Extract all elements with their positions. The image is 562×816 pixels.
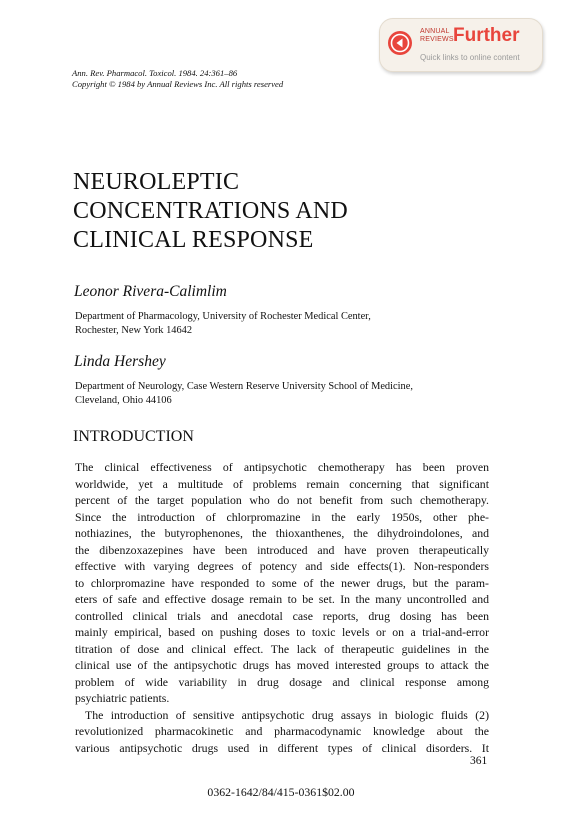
body-line: Since the introduction of chlorpromazine in the early 1950s, other phe- — [75, 509, 489, 524]
author-affiliation: Department of Pharmacology, University of Rochester Medical Center, Rochester, New York 14642 — [75, 311, 371, 336]
title-line: NEUROLEPTIC — [73, 169, 240, 195]
title-line: CLINICAL RESPONSE — [73, 227, 314, 253]
body-line: eters of safe and effective dosage remain to be set. In the many uncontrolled and — [75, 592, 489, 606]
play-arrow-icon — [388, 31, 412, 55]
badge-further-label: Further — [453, 25, 520, 46]
badge-tagline: Quick links to online content — [420, 53, 520, 62]
body-line: mainly empirical, based on pushing doses to toxic levels or on a trial-and-error — [75, 625, 489, 639]
citation-copyright: Copyright © 1984 by Annual Reviews Inc. All rights reserved — [72, 79, 284, 89]
citation — [72, 68, 283, 90]
body-line: The introduction of sensitive antipsychotic drug assays in biologic fluids (2) — [85, 707, 489, 722]
body-line: controlled clinical trials and anecdotal case reports, drug dosing has been — [75, 608, 489, 623]
author-name: Leonor Rivera-Calimlim — [74, 283, 227, 300]
body-line: psychiatric patients. — [75, 691, 170, 705]
body-line: revolutionized pharmacokinetic and pharmacodynamic knowledge about the — [75, 724, 489, 738]
author-name: Linda Hershey — [74, 353, 166, 370]
body-line: percent of the target population who do not benefit from such chemotherapy. — [75, 493, 489, 507]
body-line: titration of dose and clinical effect. The lack of therapeutic guidelines in the — [75, 641, 489, 656]
body-line: worldwide, yet a multitude of problems remain concerning that significant — [75, 476, 489, 491]
citation-line: Ann. Rev. Pharmacol. Toxicol. 1984. 24:361–86 — [72, 68, 238, 78]
title-line: CONCENTRATIONS AND — [73, 198, 348, 224]
page-number: 361 — [470, 755, 488, 767]
footer-code: 0362-1642/84/415-0361$02.00 — [207, 785, 355, 799]
body-line: clinical use of the antipsychotic drugs has moved interested groups to attack the — [75, 658, 489, 672]
further-badge[interactable] — [379, 18, 543, 72]
body-paragraphs — [75, 459, 489, 756]
body-line: nothiazines, the butyrophenones, the thioxanthenes, the dihydroindolones, and — [75, 526, 489, 540]
author-affiliation: Department of Neurology, Case Western Reserve University School of Medicine, Cleveland, Ohio 44106 — [75, 381, 413, 406]
body-line: problem of wide variability in drug dosage and clinical response among — [75, 674, 489, 689]
body-line: various antipsychotic drugs used in different types of clinical disorders. It — [75, 740, 489, 755]
body-line: the dibenzoxazepines have been introduced and have proven therapeutically — [75, 542, 489, 557]
section-heading: INTRODUCTION — [73, 428, 194, 445]
body-line: to chlorpromazine have responded to some of the newer drugs, but the param- — [75, 575, 489, 590]
body-line: The clinical effectiveness of antipsychotic chemotherapy has been proven — [75, 460, 489, 474]
badge-brand-text: ANNUAL REVIEWS — [420, 28, 454, 43]
article-title — [73, 168, 348, 255]
body-line: effective with varying degrees of potency and side effects(1). Non-responders — [75, 559, 489, 573]
